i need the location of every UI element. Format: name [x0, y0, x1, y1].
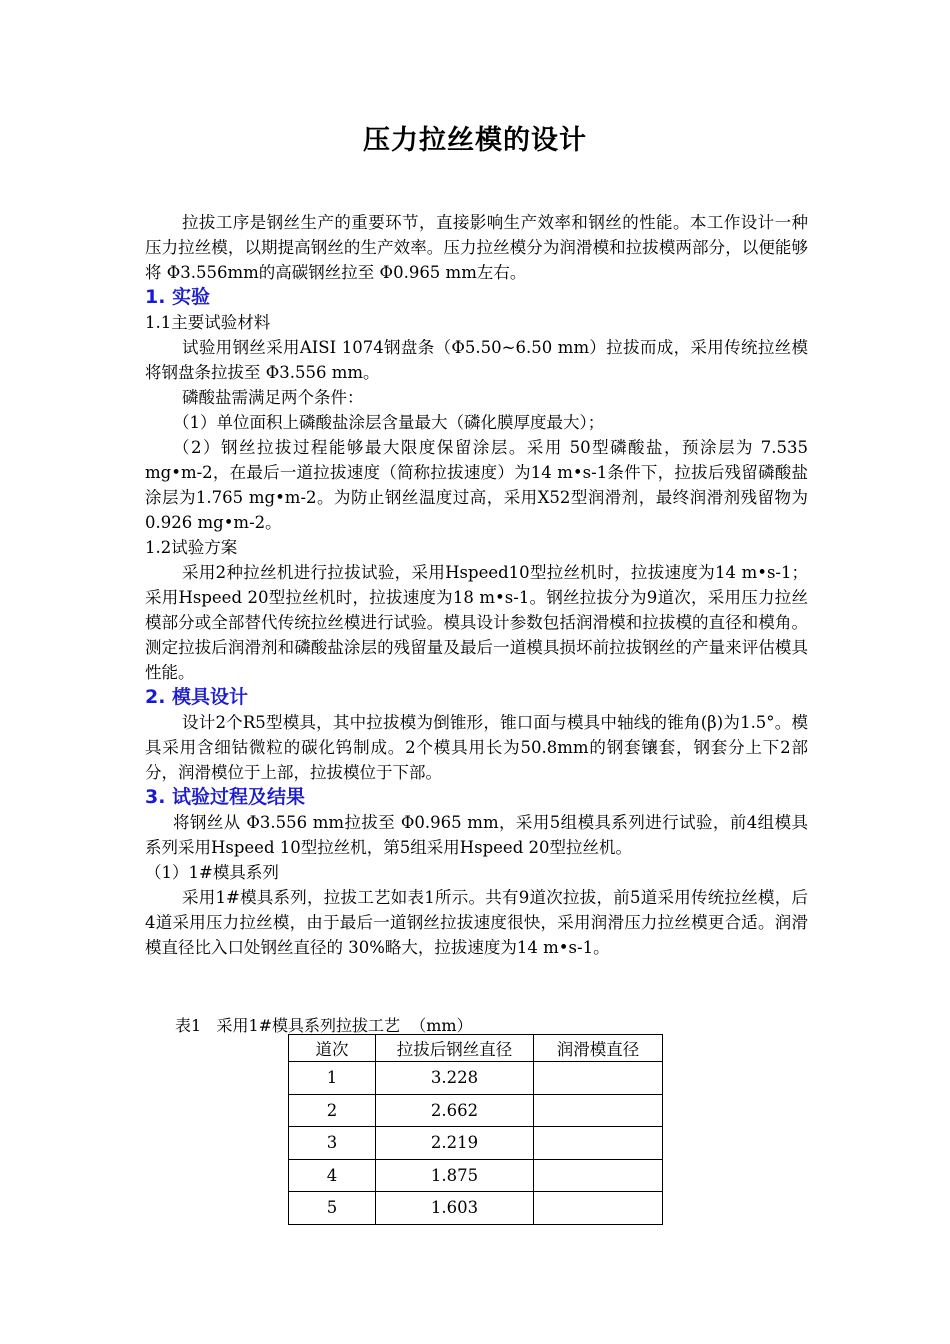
table-cell: 3.228: [376, 1062, 534, 1095]
table-caption: 表1 采用1#模具系列拉拔工艺 （mm）: [175, 1016, 473, 1035]
section-1-heading: 1. 实验: [145, 286, 211, 308]
table-header-cell: 润滑模直径: [534, 1035, 663, 1062]
section-1-paragraph-5: 采用2种拉丝机进行拉拔试验，采用Hspeed10型拉丝机时，拉拔速度为14 m•s-1；采用Hspeed 20型拉丝机时，拉拔速度为18 m•s-1。钢丝拉拔分为9道次，采用压力拉丝模部分或全部替代传统拉丝模进行试验。模具设计参数包括润滑模和拉拔模的直径和模角。测定拉拔后润滑剂和磷酸盐涂层的残留量及最后一道模具损坏前拉拔钢丝的产量来评估模具性能。: [145, 563, 808, 682]
table-cell: 2.219: [376, 1127, 534, 1160]
table-cell: [534, 1094, 663, 1127]
table-cell: [534, 1192, 663, 1225]
table-row: [289, 1094, 663, 1127]
page-title: 压力拉丝模的设计: [363, 125, 587, 156]
table-cell: 3: [289, 1127, 376, 1160]
table-row: [289, 1127, 663, 1160]
table-row: [289, 1159, 663, 1192]
subsection-1-2-heading: 1.2试验方案: [145, 538, 238, 557]
section-1-condition-2: （2）钢丝拉拔过程能够最大限度保留涂层。采用 50型磷酸盐，预涂层为 7.535 mg•m-2，在最后一道拉拔速度（简称拉拔速度）为14 m•s-1条件下，拉拔后残留磷酸盐涂层为1.765 mg•m-2。为防止钢丝温度过高，采用X52型润滑剂，最终润滑剂残留物为0.926 mg•m-2。: [145, 438, 808, 532]
table-row: [289, 1192, 663, 1225]
table-cell: [534, 1159, 663, 1192]
table-cell: 1.875: [376, 1159, 534, 1192]
table-cell: [534, 1062, 663, 1095]
document-body: [145, 210, 808, 960]
table-cell: 4: [289, 1159, 376, 1192]
process-table: [288, 1034, 663, 1225]
section-1-condition-1: （1）单位面积上磷酸盐涂层含量最大（磷化膜厚度最大）；: [173, 413, 605, 432]
section-3-paragraph-1: 将钢丝从 Φ3.556 mm拉拔至 Φ0.965 mm，采用5组模具系列进行试验，前4组模具系列采用Hspeed 10型拉丝机，第5组采用Hspeed 20型拉丝机。: [145, 813, 808, 857]
table-cell: 1: [289, 1062, 376, 1095]
table-cell: 5: [289, 1192, 376, 1225]
section-2-heading: 2. 模具设计: [145, 686, 249, 708]
table-header-cell: 拉拔后钢丝直径: [376, 1035, 534, 1062]
table-row: [289, 1062, 663, 1095]
intro-paragraph: 拉拔工序是钢丝生产的重要环节，直接影响生产效率和钢丝的性能。本工作设计一种压力拉丝模，以期提高钢丝的生产效率。压力拉丝模分为润滑模和拉拔模两部分，以便能够将 Φ3.556mm的高碳钢丝拉至 Φ0.965 mm左右。: [145, 213, 808, 282]
section-1-paragraph-2: 磷酸盐需满足两个条件：: [182, 388, 364, 407]
section-2-paragraph-1: 设计2个R5型模具，其中拉拔模为倒锥形，锥口面与模具中轴线的锥角(β)为1.5°。模具采用含细钴微粒的碳化钨制成。2个模具用长为50.8mm的钢套镶套，钢套分上下2部分，润滑模位于上部，拉拔模位于下部。: [145, 713, 808, 782]
section-3-paragraph-2: 采用1#模具系列，拉拔工艺如表1所示。共有9道次拉拔，前5道采用传统拉丝模，后4道采用压力拉丝模，由于最后一道钢丝拉拔速度很快，采用润滑压力拉丝模更合适。润滑模直径比入口处钢丝直径的 30%略大，拉拔速度为14 m•s-1。: [145, 888, 808, 957]
table-cell: 1.603: [376, 1192, 534, 1225]
subsection-3-1-heading: （1）1#模具系列: [145, 863, 279, 882]
subsection-1-1-heading: 1.1主要试验材料: [145, 313, 271, 332]
table-cell: 2.662: [376, 1094, 534, 1127]
table-header-cell: 道次: [289, 1035, 376, 1062]
table-cell: 2: [289, 1094, 376, 1127]
section-3-heading: 3. 试验过程及结果: [145, 786, 306, 808]
table-header-row: [289, 1035, 663, 1062]
section-1-paragraph-1: 试验用钢丝采用AISI 1074钢盘条（Φ5.50~6.50 mm）拉拔而成，采用传统拉丝模将钢盘条拉拔至 Φ3.556 mm。: [145, 338, 808, 382]
table-cell: [534, 1127, 663, 1160]
